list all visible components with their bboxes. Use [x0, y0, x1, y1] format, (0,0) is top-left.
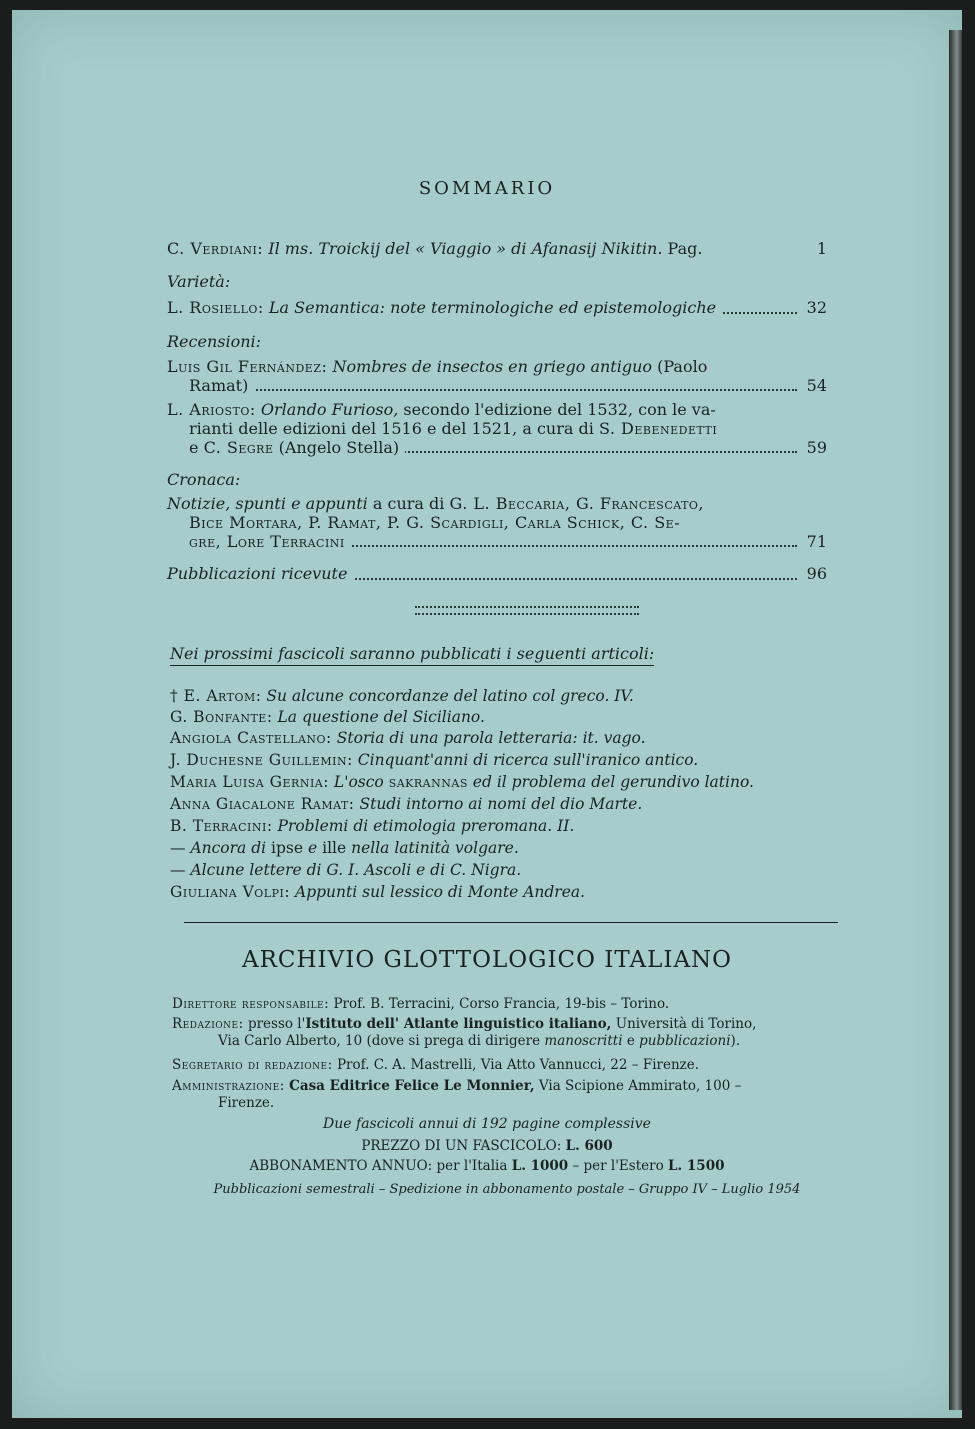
dot-leader	[189, 389, 797, 391]
prezzo-value: L. 600	[565, 1138, 613, 1154]
article-title-word: ipse	[271, 839, 304, 857]
entry-page: 59	[801, 438, 827, 457]
entry-reviewer-cont: Ramat)	[189, 376, 254, 395]
colophon-text: presso l'	[247, 1016, 306, 1032]
colophon-text: Via Carlo Alberto, 10 (dove si prega di dirigere	[218, 1033, 541, 1049]
entry-title: Il ms. Troickij del « Viaggio » di Afanasij Nikitin.	[268, 239, 663, 258]
article-author: —	[170, 839, 186, 857]
toc-entry-gil-fernandez	[167, 357, 827, 395]
entry-text: rianti delle edizioni del 1516 e del 1521, a cura di	[189, 419, 594, 438]
abbonamento-text: per l'Italia	[436, 1158, 508, 1174]
article-author: B. Terracini:	[170, 817, 273, 835]
colophon-text: Via Scipione Ammirato, 100 –	[538, 1078, 742, 1094]
toc-entry-ariosto	[167, 400, 827, 457]
colophon-text: Firenze.	[218, 1095, 275, 1111]
upcoming-article	[170, 794, 642, 814]
toc-entry-verdiani	[167, 239, 827, 259]
article-author: J. Duchesne Guillemin:	[170, 751, 353, 769]
section-label-recensioni: Recensioni:	[167, 332, 262, 351]
entry-editor: C. Segre	[203, 438, 274, 457]
entry-names: Bice Mortara, P. Ramat, P. G. Scardigli, Carla Schick, C. Se-	[189, 513, 681, 532]
upcoming-article	[170, 860, 521, 880]
article-title: Problemi di etimologia preromana. II.	[277, 817, 575, 835]
section-label-cronaca: Cronaca:	[167, 470, 241, 489]
upcoming-article	[170, 728, 646, 748]
toc-entry-rosiello	[167, 298, 827, 318]
colophon-label: Amministrazione:	[172, 1078, 285, 1094]
prezzo-line	[12, 1138, 962, 1154]
entry-page: 1	[811, 239, 827, 259]
entry-text: secondo l'edizione del 1532, con le va-	[403, 400, 716, 419]
colophon-text: Università di Torino,	[615, 1016, 757, 1032]
entry-author: L. Rosiello:	[167, 298, 264, 317]
entry-text: a cura di	[372, 494, 445, 513]
journal-title: ARCHIVIO GLOTTOLOGICO ITALIANO	[241, 947, 733, 973]
upcoming-article	[170, 838, 519, 858]
article-author: Maria Luisa Gernia:	[170, 773, 329, 791]
article-title: e	[307, 839, 318, 857]
colophon-label: Direttore responsabile:	[172, 996, 330, 1012]
article-title: La questione del Siciliano.	[277, 708, 485, 726]
article-title: Appunti sul lessico di Monte Andrea.	[295, 883, 586, 901]
abbonamento-value: L. 1500	[668, 1158, 725, 1174]
prezzo-label: PREZZO DI UN FASCICOLO:	[361, 1138, 562, 1154]
article-title: Studi intorno ai nomi del dio Marte.	[359, 795, 643, 813]
upcoming-article	[170, 707, 485, 727]
horizontal-rule	[184, 922, 838, 923]
article-title: Su alcune concordanze del latino col greco. IV.	[266, 687, 634, 705]
entry-author: L. Ariosto:	[167, 400, 256, 419]
upcoming-article	[170, 686, 634, 706]
article-author: Anna Giacalone Ramat:	[170, 795, 355, 813]
upcoming-article	[170, 772, 754, 792]
entry-reviewer: (Paolo	[657, 357, 708, 376]
article-title: Cinquant'anni di ricerca sull'iranico antico.	[357, 751, 699, 769]
article-author: —	[170, 861, 186, 879]
article-title: ed il problema del gerundivo latino.	[472, 773, 754, 791]
article-title-word: sakrannas	[388, 773, 468, 791]
colophon-label: Segretario di redazione:	[172, 1057, 333, 1073]
toc-entry-pubblicazioni	[167, 564, 827, 584]
colophon-amministrazione	[172, 1078, 842, 1112]
article-title: Ancora di	[190, 839, 267, 857]
article-author: G. Bonfante:	[170, 708, 273, 726]
summary-heading: SOMMARIO	[418, 178, 556, 199]
fascicoli-line: Due fascicoli annui di 192 pagine complessive	[323, 1116, 651, 1132]
colophon-text: e	[626, 1033, 635, 1049]
colophon-redazione	[172, 1016, 842, 1050]
entry-page: 54	[801, 376, 827, 395]
upcoming-article	[170, 816, 574, 836]
entry-title: Notizie, spunti e appunti	[167, 494, 368, 513]
upcoming-article	[170, 882, 585, 902]
upcoming-article	[170, 750, 698, 770]
article-title: nella latinità volgare.	[351, 839, 519, 857]
colophon-bold: Istituto dell' Atlante linguistico italiano,	[305, 1016, 612, 1032]
entry-title: Orlando Furioso,	[260, 400, 399, 419]
entry-title: La Semantica: note terminologiche ed epistemologiche	[268, 298, 717, 317]
article-title: L'osco	[333, 773, 384, 791]
footer-line: Pubblicazioni semestrali – Spedizione in abbonamento postale – Gruppo IV – Luglio 1954	[213, 1182, 801, 1197]
entry-editor: S. Debenedetti	[598, 419, 718, 438]
article-title-word: ille	[322, 839, 347, 857]
colophon-text: Prof. B. Terracini, Corso Francia, 19-bis – Torino.	[333, 996, 670, 1012]
abbonamento-value: L. 1000	[511, 1158, 569, 1174]
colophon-italic: pubblicazioni	[639, 1033, 731, 1049]
entry-names: gre, Lore Terracini	[189, 532, 351, 551]
colophon-bold: Casa Editrice Felice Le Monnier,	[289, 1078, 535, 1094]
pag-label: Pag.	[667, 239, 703, 258]
article-author: † E. Artom:	[170, 687, 262, 705]
document-page	[12, 10, 962, 1418]
article-author: Giuliana Volpi:	[170, 883, 291, 901]
entry-author: C. Verdiani:	[167, 239, 264, 258]
entry-page: 96	[801, 564, 827, 584]
abbonamento-label: ABBONAMENTO ANNUO:	[249, 1158, 433, 1174]
entry-page: 32	[801, 298, 827, 318]
article-author: Angiola Castellano:	[170, 729, 332, 747]
colophon-direttore	[172, 996, 842, 1013]
colophon-italic: manoscritti	[544, 1033, 623, 1049]
entry-names: G. L. Beccaria, G. Francescato,	[449, 494, 705, 513]
entry-title: Pubblicazioni ricevute	[167, 564, 353, 583]
ornamental-divider	[415, 606, 639, 615]
colophon-segretario	[172, 1057, 842, 1074]
entry-title: Nombres de insectos en griego antiguo	[332, 357, 653, 376]
abbonamento-text: – per l'Estero	[572, 1158, 664, 1174]
article-title: Alcune lettere di G. I. Ascoli e di C. Nigra.	[190, 861, 522, 879]
page-edge	[949, 30, 962, 1410]
entry-page: 71	[801, 532, 827, 551]
section-label-varieta: Varietà:	[167, 272, 231, 291]
colophon-text: ).	[730, 1033, 741, 1049]
entry-author: Luis Gil Fernández:	[167, 357, 328, 376]
entry-text: e	[189, 438, 199, 457]
colophon-label: Redazione:	[172, 1016, 244, 1032]
abbonamento-line	[12, 1158, 962, 1174]
colophon-text: Prof. C. A. Mastrelli, Via Atto Vannucci, 22 – Firenze.	[336, 1057, 700, 1073]
upcoming-title: Nei prossimi fascicoli saranno pubblicati i seguenti articoli:	[170, 644, 654, 666]
entry-reviewer: (Angelo Stella)	[278, 438, 400, 457]
toc-entry-notizie	[167, 494, 827, 551]
article-title: Storia di una parola letteraria: it. vago.	[336, 729, 646, 747]
